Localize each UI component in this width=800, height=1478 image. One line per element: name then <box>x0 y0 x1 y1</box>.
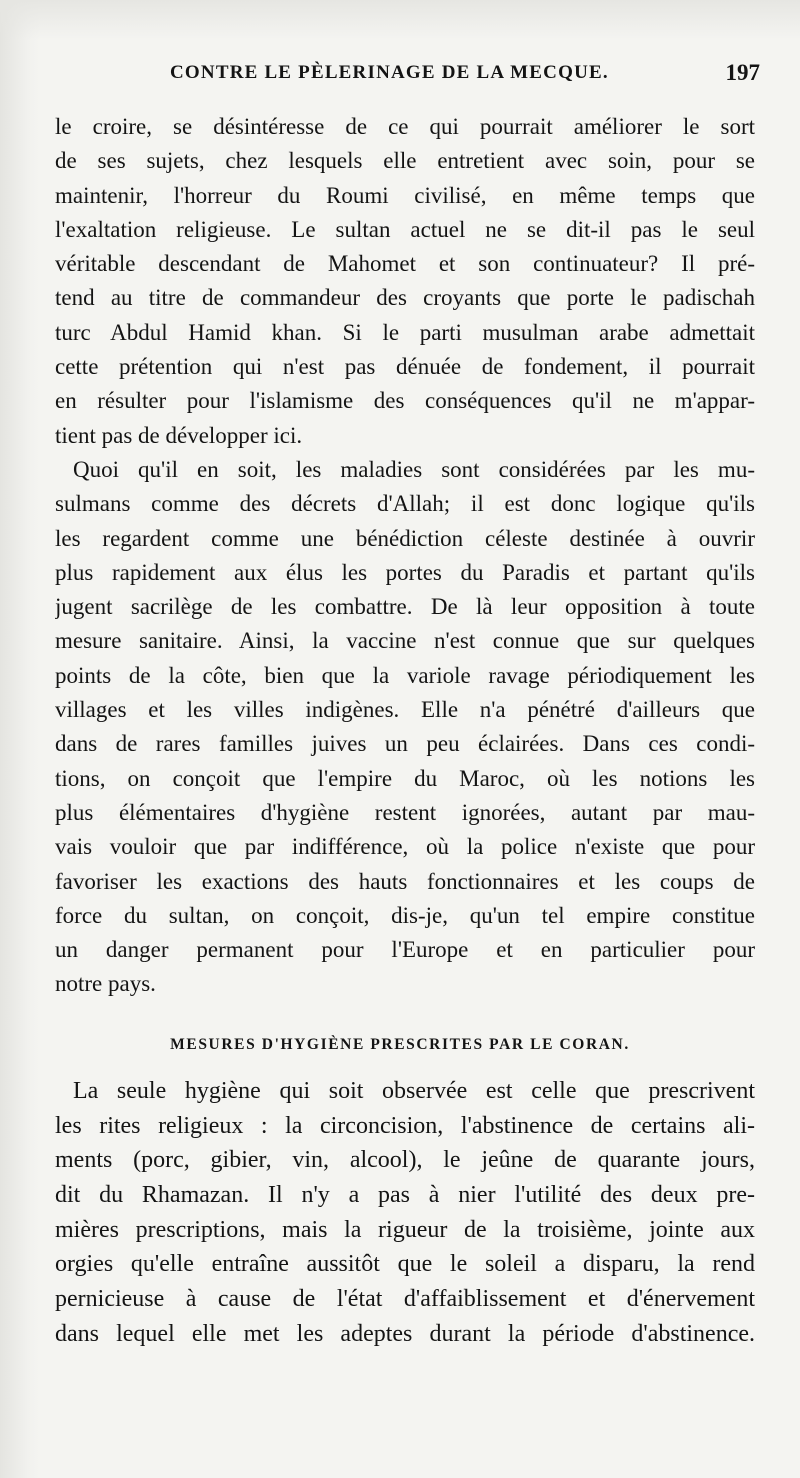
text-line: tient pas de développer ici. <box>55 422 303 448</box>
paragraph-1 <box>55 110 755 453</box>
running-title: CONTRE LE PÈLERINAGE DE LA MECQUE. <box>170 62 609 83</box>
text-line: villages et les villes indigènes. Elle n'a pénétré d'ailleurs que <box>55 697 755 723</box>
text-line: favoriser les exactions des hauts fonctionnaires et les coups de <box>55 868 755 894</box>
text-line: le croire, se désintéresse de ce qui pourrait améliorer le sort <box>55 114 755 139</box>
text-line: force du sultan, on conçoit, dis-je, qu'un tel empire constitue <box>55 902 755 928</box>
text-line: dans lequel elle met les adeptes durant la période d'abstinence. <box>55 1320 755 1347</box>
page-number: 197 <box>725 60 760 85</box>
running-header <box>170 62 760 92</box>
text-line: tions, on conçoit que l'empire du Maroc, où les notions les <box>55 765 755 791</box>
text-line: un danger permanent pour l'Europe et en particulier pour <box>55 937 755 963</box>
text-line: points de la côte, bien que la variole ravage périodiquement les <box>55 662 755 688</box>
text-line: turc Abdul Hamid khan. Si le parti musulman arabe admettait <box>55 319 755 345</box>
text-line: plus rapidement aux élus les portes du Paradis et partant qu'ils <box>55 559 755 585</box>
page-shadow-top <box>0 0 800 40</box>
text-line: orgies qu'elle entraîne aussitôt que le soleil a disparu, la rend <box>55 1251 755 1278</box>
text-line: mières prescriptions, mais la rigueur de la troisième, jointe aux <box>55 1216 755 1243</box>
text-line: jugent sacrilège de les combattre. De là leur opposition à toute <box>55 594 755 620</box>
text-line: de ses sujets, chez lesquels elle entretient avec soin, pour se <box>55 148 755 174</box>
section-paragraph <box>55 1074 755 1352</box>
text-line: les rites religieux : la circoncision, l'abstinence de certains ali- <box>55 1112 755 1139</box>
text-line: en résulter pour l'islamisme des conséquences qu'il ne m'appar- <box>55 388 755 414</box>
paragraph-2 <box>55 453 755 1002</box>
text-line: tend au titre de commandeur des croyants que porte le padischah <box>55 285 755 311</box>
text-line: notre pays. <box>55 971 156 997</box>
text-line: véritable descendant de Mahomet et son continuateur? Il pré- <box>55 251 755 277</box>
text-line: maintenir, l'horreur du Roumi civilisé, en même temps que <box>55 182 755 208</box>
text-line: Quoi qu'il en soit, les maladies sont considérées par les mu- <box>73 457 755 482</box>
text-line: l'exaltation religieuse. Le sultan actuel ne se dit-il pas le seul <box>55 216 755 242</box>
text-line: plus élémentaires d'hygiène restent ignorées, autant par mau- <box>55 799 755 825</box>
text-line: ments (porc, gibier, vin, alcool), le jeûne de quarante jours, <box>55 1147 755 1174</box>
text-line: sulmans comme des décrets d'Allah; il est donc logique qu'ils <box>55 491 755 517</box>
text-line: dit du Rhamazan. Il n'y a pas à nier l'utilité des deux pre- <box>55 1182 755 1209</box>
section-heading: MESURES D'HYGIÈNE PRESCRITES PAR LE CORAN. <box>170 1036 630 1053</box>
page-shadow-left <box>0 0 40 1478</box>
text-line: cette prétention qui n'est pas dénuée de fondement, il pourrait <box>55 354 755 380</box>
text-line: dans de rares familles juives un peu éclairées. Dans ces condi- <box>55 731 755 757</box>
text-line: mesure sanitaire. Ainsi, la vaccine n'est connue que sur quelques <box>55 628 755 654</box>
text-line: La seule hygiène qui soit observée est celle que prescrivent <box>73 1078 755 1104</box>
text-line: vais vouloir que par indifférence, où la police n'existe que pour <box>55 834 755 860</box>
text-line: les regardent comme une bénédiction céleste destinée à ouvrir <box>55 525 755 551</box>
text-line: pernicieuse à cause de l'état d'affaiblissement et d'énervement <box>55 1286 755 1313</box>
